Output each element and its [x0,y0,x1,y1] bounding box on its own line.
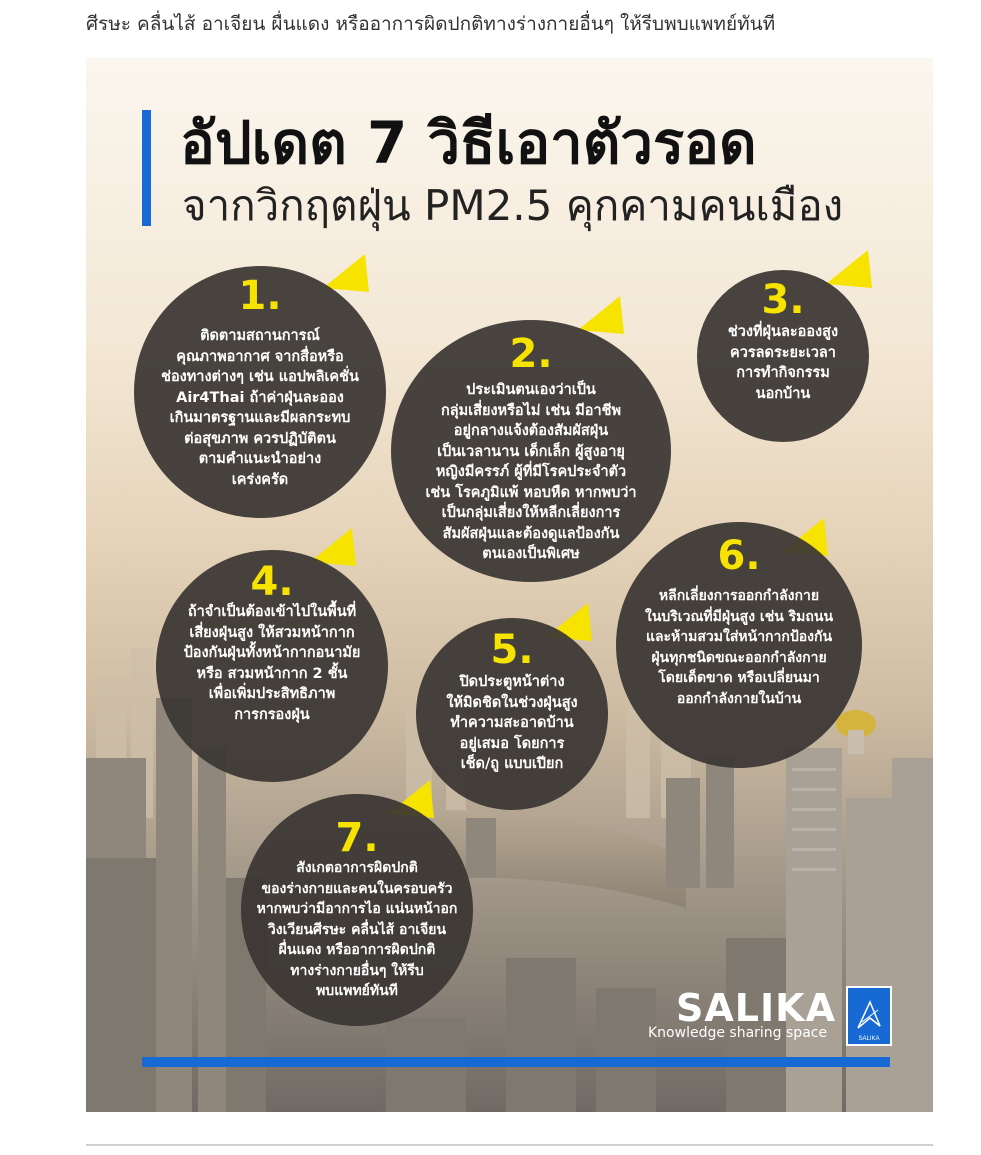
tip-text: หลีกเลี่ยงการออกกำลังกาย ในบริเวณที่มีฝุ่นสูง เช่น ริมถนน และห้ามสวมใส่หน้ากากป้องกัน ฝุ่นทุกชนิดขณะออกกำลังกาย โดยเด็ดขาด หรือเปลี่ยนมา ออกกำลังกายในบ้าน [644,588,834,707]
article-caption: ศีรษะ คลื่นไส้ อาเจียน ผื่นแดง หรืออาการผิดปกติทางร่างกายอื่นๆ ให้รีบพบแพทย์ทันที [86,13,776,35]
tip-number: 1. [238,273,282,319]
salika-wordmark: SALIKA [676,986,836,1030]
title-accent-bar [142,110,151,226]
bottom-accent-bar [142,1057,890,1067]
infographic-poster [86,58,933,1112]
tip-circle-4 [156,550,388,782]
tip-number: 6. [717,533,761,579]
bird-logo-icon [848,988,890,1044]
article-divider [86,1144,933,1146]
tip-number: 5. [490,627,534,673]
tip-text: ปิดประตูหน้าต่าง ให้มิดชิดในช่วงฝุ่นสูง ทำความสะอาดบ้าน อยู่เสมอ โดยการ เช็ด/ถู แบบเปียก [446,674,578,772]
tip-number: 4. [250,559,294,605]
poster-title: อัปเดต 7 วิธีเอาตัวรอด [180,109,757,177]
tip-number: 3. [761,277,805,323]
tip-circle-7 [241,794,473,1026]
tip-text: ช่วงที่ฝุ่นละอองสูง ควรลดระยะเวลา การทำกิจกรรม นอกบ้าน [727,324,839,402]
tip-text: ประเมินตนเองว่าเป็น กลุ่มเสี่ยงหรือไม่ เช่น มีอาชีพ อยู่กลางแจ้งต้องสัมผัสฝุ่น เป็นเวลานาน เด็กเล็ก ผู้สูงอายุ หญิงมีครรภ์ ผู้ที่มีโรคประจำตัว เช่น โรคภูมิแพ้ หอบหืด หากพบว่า เป็นกลุ่มเสี่ยงให้หลีกเลี่ยงการ สัมผัสฝุ่นและต้องดูแลป้องกัน ตนเองเป็นพิเศษ [425,382,637,562]
tip-text: ติดตามสถานการณ์ คุณภาพอากาศ จากสื่อหรือ ช่องทางต่างๆ เช่น แอปพลิเคชั่น Air4Thai ถ้าค่าฝุ่นละออง เกินมาตรฐานและมีผลกระทบ ต่อสุขภาพ ควรปฏิบัติตน ตามคำแนะนำอย่าง เคร่งครัด [161,328,359,488]
poster-subtitle: จากวิกฤตฝุ่น PM2.5 คุกคามคนเมือง [182,181,844,230]
salika-tagline: Knowledge sharing space [648,1025,828,1041]
tip-circle-6 [616,522,862,768]
salika-logo-badge [846,986,892,1046]
tip-number: 2. [509,331,553,377]
tip-circle-3 [697,270,869,442]
tip-text: ถ้าจำเป็นต้องเข้าไปในพื้นที่ เสี่ยงฝุ่นสูง ให้สวมหน้ากาก ป้องกันฝุ่นทั้งหน้ากากอนามัย หรือ สวมหน้ากาก 2 ชั้น เพื่อเพิ่มประสิทธิภาพ การกรองฝุ่น [183,604,361,723]
tip-circle-5 [416,618,608,810]
tip-circle-1 [134,266,386,518]
tip-text: สังเกตอาการผิดปกติ ของร่างกายและคนในครอบครัว หากพบว่ามีอาการไอ แน่นหน้าอก วิงเวียนศีรษะ คลื่นไส้ อาเจียน ผื่นแดง หรืออาการผิดปกติ ทางร่างกายอื่นๆ ให้รีบ พบแพทย์ทันที [256,860,458,999]
svg-text:SALIKA: SALIKA [858,1036,880,1042]
tip-number: 7. [335,815,379,861]
